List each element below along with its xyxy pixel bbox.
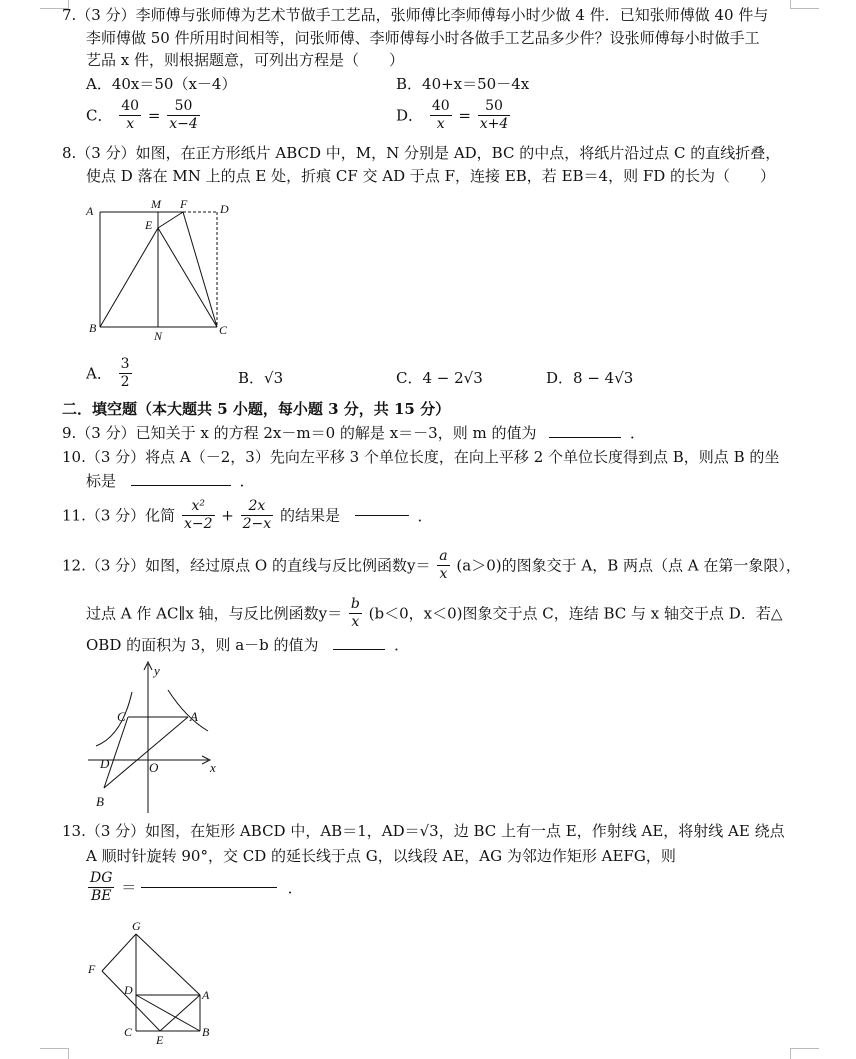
q7-line3: 艺品 x 件，则根据题意，可列出方程是（ ） [86, 51, 404, 69]
q11-fraction-2 [241, 498, 274, 533]
q9-answer-blank[interactable] [549, 437, 621, 438]
q8-option-b: B．√3 [238, 369, 284, 387]
q12-answer-blank[interactable] [333, 649, 385, 650]
equals-sign: ＝ [121, 878, 137, 897]
q12-line1 [62, 548, 801, 583]
fraction-numerator: 40 [431, 98, 450, 114]
q7-option-a: A．40x＝50（x－4） [86, 75, 237, 93]
equals-sign: = [458, 106, 471, 125]
q13-answer-blank[interactable] [141, 887, 277, 888]
q7-option-c-right-fraction [167, 98, 200, 133]
q7-line2: 李师傅做 50 件所用时间相等，问张师傅、李师傅每小时各做手工艺品多少件？设张师傅每小时做手工 [86, 29, 760, 47]
fraction-denominator: x [126, 116, 135, 132]
q13-label-e: E [156, 1033, 164, 1047]
q13-label-c: C [124, 1025, 133, 1039]
q7-option-c-left-fraction [119, 98, 141, 133]
q13-segment-gf [102, 934, 136, 971]
fraction-denominator: x [436, 116, 445, 132]
q12-label-o: O [149, 760, 159, 775]
q8-label-n: N [154, 329, 163, 342]
q10-line1: 10.（3 分）将点 A（－2，3）先向左平移 3 个单位长度，在向上平移 2 个单位长度得到点 B，则点 B 的坐 [62, 448, 780, 466]
q9 [62, 422, 645, 444]
fraction-denominator: x [351, 614, 360, 630]
fraction-denominator: 2 [120, 374, 130, 390]
q12-end: ． [394, 636, 410, 654]
q8-label-a: A [86, 204, 94, 218]
q8-option-c: C．4 − 2√3 [396, 369, 483, 387]
q7-line1: 7.（3 分）李师傅与张师傅为艺术节做手工艺品，张师傅比李师傅每小时少做 4 件．已知张师傅做 40 件与 [62, 6, 769, 24]
fraction-numerator: DG [90, 870, 113, 886]
fraction-numerator: a [439, 548, 448, 564]
q8-option-d: D．8 − 4√3 [546, 369, 634, 387]
q8-label-m: M [151, 197, 161, 211]
section-2-heading: 二．填空题（本大题共 5 小题，每小题 3 分，共 15 分） [62, 400, 451, 418]
q8-label-e: E [145, 218, 153, 232]
q8-option-a-label: A． [86, 364, 112, 383]
q7-option-d-left-fraction [430, 98, 452, 133]
equals-sign: = [147, 106, 161, 125]
q8-line2: 使点 D 落在 MN 上的点 E 处，折痕 CF 交 AD 于点 F，连接 EB，若 EB＝4，则 FD 的长为（ ） [86, 167, 776, 185]
fraction-denominator: 2−x [242, 516, 272, 532]
q12-figure [84, 658, 234, 816]
q11-answer-blank[interactable] [355, 515, 409, 516]
q12-curve-first-quadrant [168, 690, 208, 731]
fraction-denominator: x−4 [169, 116, 198, 132]
q7-option-b: B．40+x＝50－4x [396, 75, 530, 93]
q11-end: ． [417, 506, 433, 525]
fraction-numerator: 2x [241, 498, 274, 516]
q11-prefix: 11.（3 分）化简 [62, 506, 176, 525]
q13-line1: 13.（3 分）如图，在矩形 ABCD 中，AB＝1，AD＝√3，边 BC 上有一点 E，作射线 AE，将射线 AE 绕点 [62, 822, 785, 840]
q8-label-d: D [220, 202, 229, 216]
q12-label-y: y [154, 663, 160, 678]
plus-sign: + [221, 506, 234, 525]
q8-label-f: F [180, 197, 188, 211]
q13-line2: A 顺时针旋转 90°，交 CD 的延长线于点 G，以线段 AE，AG 为邻边作矩形 AEFG，则 [86, 847, 676, 865]
q12-label-b: B [96, 794, 104, 809]
q12-part2: (a＞0)的图象交于 A，B 两点（点 A 在第一象限）， [456, 556, 801, 575]
q10-answer-blank[interactable] [131, 485, 231, 486]
q13-label-d: D [124, 983, 133, 997]
q11 [62, 498, 433, 533]
q13-end: ． [287, 878, 303, 897]
fraction-numerator: 3 [120, 356, 130, 372]
q12-part1: 12.（3 分）如图，经过原点 O 的直线与反比例函数y＝ [62, 556, 431, 575]
q8-line1: 8.（3 分）如图，在正方形纸片 ABCD 中，M，N 分别是 AD，BC 的中点，将纸片沿过点 C 的直线折叠， [62, 144, 781, 162]
fraction-numerator: 50 [478, 98, 511, 116]
fraction-denominator: x+4 [479, 116, 509, 132]
q12-part3: 过点 A 作 AC∥x 轴，与反比例函数y＝ [86, 604, 343, 623]
q12-label-d: D [100, 756, 110, 771]
corner-mark-bottom-left [40, 1048, 69, 1059]
q12-line-ab [104, 717, 188, 788]
q13-figure [82, 916, 222, 1048]
q12-fraction-a-over-x [437, 548, 449, 583]
q11-suffix: 的结果是 [279, 506, 340, 525]
q13-line3 [86, 870, 303, 905]
q13-fraction-dg-over-be [88, 870, 114, 905]
q7-option-c-label: C． [86, 106, 113, 125]
q8-figure [82, 192, 242, 342]
q12-label-c: C [117, 709, 126, 724]
corner-mark-bottom-right [790, 1048, 819, 1059]
q12-label-a: A [190, 709, 198, 724]
fraction-denominator: x [439, 566, 448, 582]
fraction-denominator: x−2 [183, 516, 213, 532]
q9-text: 9.（3 分）已知关于 x 的方程 2x－m＝0 的解是 x＝－3，则 m 的值为 [62, 424, 537, 442]
q8-segment-ef [158, 212, 183, 228]
fraction-numerator: b [350, 596, 360, 612]
q8-option-a [86, 356, 134, 391]
q8-option-a-fraction [119, 356, 132, 391]
fraction-denominator: BE [90, 888, 112, 904]
q13-segment-fe [102, 971, 160, 1031]
q7-option-c [86, 98, 202, 133]
q13-segment-ga [136, 934, 200, 995]
fraction-numerator: 50 [167, 98, 200, 116]
q12-label-x: x [210, 760, 216, 775]
q10-line2 [86, 470, 255, 492]
q8-segment-ec [158, 228, 217, 327]
q13-segment-ae [160, 995, 200, 1031]
q13-label-a: A [202, 988, 210, 1002]
q12-line3 [86, 634, 409, 656]
q13-label-b: B [202, 1025, 210, 1039]
fraction-numerator: x² [182, 498, 215, 516]
q7-option-d-label: D． [396, 106, 424, 125]
q12-line2 [86, 596, 782, 631]
q8-label-c: C [219, 323, 228, 337]
q10-end: ． [239, 472, 255, 490]
q11-fraction-1 [182, 498, 215, 533]
q12-curve-second-quadrant [96, 692, 132, 746]
q8-label-b: B [89, 321, 97, 335]
q7-option-d-right-fraction [478, 98, 511, 133]
fraction-numerator: 40 [121, 98, 140, 114]
corner-mark-top-right [790, 0, 819, 9]
q13-label-g: G [132, 919, 141, 933]
q12-line3-text: OBD 的面积为 3，则 a－b 的值为 [86, 636, 319, 654]
q13-segment-db [136, 995, 200, 1031]
q12-part4: (b＜0，x＜0)图象交于点 C，连结 BC 与 x 轴交于点 D．若△ [368, 604, 783, 623]
q8-segment-fc [183, 212, 217, 327]
q7-option-d [396, 98, 512, 133]
q13-label-f: F [88, 962, 96, 976]
q10-line2-text: 标是 [86, 472, 117, 490]
q9-end: ． [630, 424, 646, 442]
q8-segment-eb [100, 228, 158, 327]
q12-fraction-b-over-x [349, 596, 362, 631]
